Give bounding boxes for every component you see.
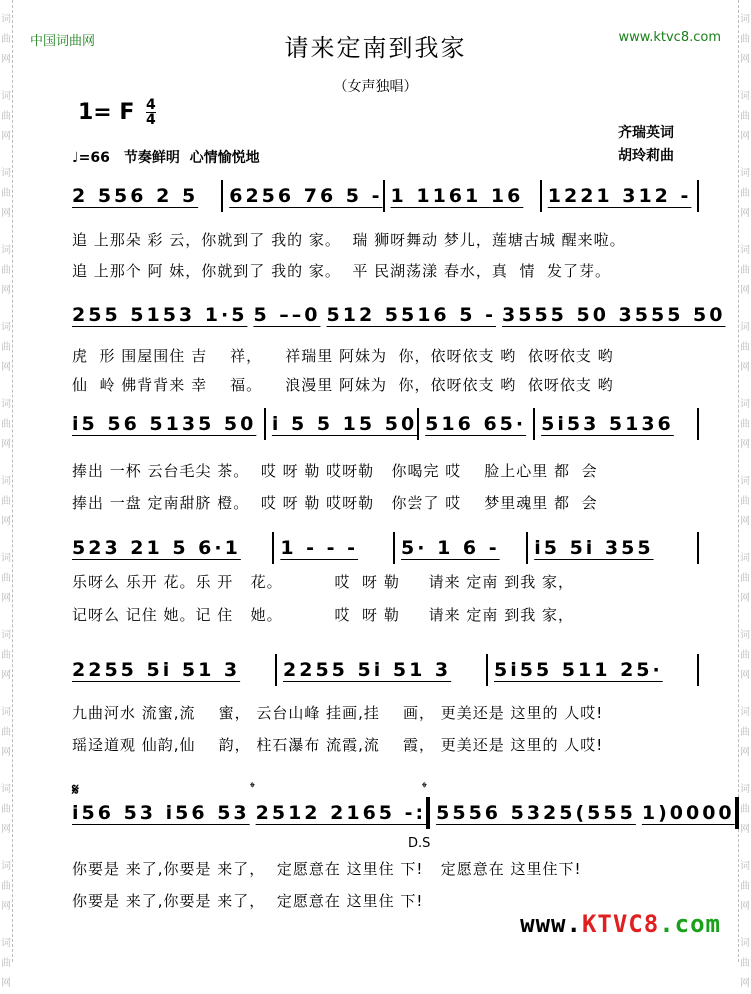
watermark-text: 词 曲 网 <box>740 861 750 912</box>
subtitle: （女声独唱） <box>333 79 418 95</box>
measure: 512 5516 5 - <box>326 304 496 326</box>
watermark-text: 词 曲 网 <box>740 476 750 527</box>
site-url[interactable]: www.ktvc8.com <box>618 30 721 45</box>
watermark-text: 词 曲 网 <box>1 938 11 989</box>
lyric-line-2: 追 上那个 阿 妹，你就到了 我的 家。 平 民湖荡漾 春水，真 情 发了芽。 <box>72 262 611 280</box>
measure: 5i55 511 25· <box>494 659 663 681</box>
watermark-text: 词 曲 网 <box>740 938 750 989</box>
notation-system-2 <box>66 299 726 331</box>
watermark-text: 词 曲 网 <box>1 476 11 527</box>
logo-com: .com <box>659 910 721 938</box>
measure: 2255 5i 51 3 <box>283 659 452 681</box>
measure: 1)0000 <box>641 802 735 824</box>
watermark-text: 词 曲 网 <box>1 784 11 835</box>
barline <box>697 532 699 564</box>
measure: 5 ––0 <box>253 304 321 326</box>
measure: 5556 5325(555 <box>436 802 636 824</box>
measure: 5i53 5136 <box>541 413 674 435</box>
song-title: 请来定南到我家 <box>284 34 467 62</box>
lyric-line-1: 虎 形 围屋围住 吉 祥， 祥瑞里 阿妹为 你，依呀依支 哟 依呀依支 哟 <box>72 347 614 365</box>
time-top: 4 <box>146 97 156 113</box>
logo-ktvc8: KTVC8 <box>581 910 660 938</box>
barline <box>697 654 699 686</box>
watermark-text: 词 曲 网 <box>1 861 11 912</box>
measure: 5· 1 6 - <box>401 537 500 559</box>
time-bottom: 4 <box>146 112 156 128</box>
dal-segno-marking: D.S <box>408 836 431 851</box>
site-name[interactable]: 中国词曲网 <box>30 34 96 49</box>
lyricist: 齐瑞英词 <box>618 125 674 141</box>
watermark-text: 词 曲 网 <box>1 630 11 681</box>
measure: 1221 312 - <box>547 185 692 207</box>
lyric-line-2: 捧出 一盘 定南甜脐 橙。 哎 呀 勒 哎呀勒 你尝了 哎 梦里魂里 都 会 <box>72 494 598 512</box>
measure: i 5 5 15 50 <box>271 413 418 435</box>
measure: 2 556 2 5 <box>72 185 199 207</box>
key-signature: 1= F <box>78 100 135 125</box>
time-signature <box>146 98 156 127</box>
lyric-line-1: 追 上那朵 彩 云，你就到了 我的 家。 瑞 狮呀舞动 梦儿，莲塘古城 醒来啦。 <box>72 231 626 249</box>
watermark-text: 词 曲 网 <box>1 399 11 450</box>
watermark-text: 词 曲 网 <box>740 245 750 296</box>
barline <box>697 408 699 440</box>
watermark-text: 词 曲 网 <box>1 14 11 65</box>
measure: i56 53 i56 53 <box>72 802 250 824</box>
watermark-text: 词 曲 网 <box>1 707 11 758</box>
watermark-text: 词 曲 网 <box>740 630 750 681</box>
segno-sign: 𝄋 <box>72 780 79 799</box>
watermark-text: 词 曲 网 <box>740 14 750 65</box>
measure: 2255 5i 51 3 <box>72 659 241 681</box>
notation-system-1 <box>66 180 699 212</box>
measure: 6256 76 5 - <box>229 185 383 207</box>
measure: 2512 2165 -: <box>255 802 427 824</box>
measure: 1 1161 16 <box>390 185 524 207</box>
watermark-text: 词 曲 网 <box>1 322 11 373</box>
barline <box>697 180 699 212</box>
watermark-text: 词 曲 网 <box>740 553 750 604</box>
measure: 523 21 5 6·1 <box>72 537 241 559</box>
notation-system-3 <box>66 408 699 440</box>
watermark-text: 词 曲 网 <box>1 91 11 142</box>
measure: i5 5i 355 <box>534 537 654 559</box>
watermark-text: 词 曲 网 <box>1 245 11 296</box>
lyric-line-2: 瑶迳道观 仙韵,仙 韵， 柱石瀑布 流霞,流 霞， 更美还是 这里的 人哎! <box>72 736 604 754</box>
logo-www: www. <box>520 910 582 938</box>
watermark-text: 词 曲 网 <box>740 399 750 450</box>
lyric-line-1: 九曲河水 流蜜,流 蜜， 云台山峰 挂画,挂 画， 更美还是 这里的 人哎! <box>72 704 604 722</box>
lyric-line-1: 你要是 来了,你要是 来了， 定愿意在 这里住 下! 定愿意在 这里住下! <box>72 860 582 878</box>
measure: i5 56 5135 50 <box>72 413 257 435</box>
watermark-text: 词 曲 网 <box>740 784 750 835</box>
notation-system-4 <box>66 532 699 564</box>
watermark-text: 词 曲 网 <box>740 322 750 373</box>
measure: 255 5153 1·5 <box>72 304 248 326</box>
lyric-line-2: 仙 岭 佛背背来 幸 福。 浪漫里 阿妹为 你，依呀依支 哟 依呀依支 哟 <box>72 376 614 394</box>
lyric-line-1: 乐呀么 乐开 花。乐 开 花。 哎 呀 勒 请来 定南 到我 家， <box>72 573 574 591</box>
watermark-text: 词 曲 网 <box>1 553 11 604</box>
coda-sign: 𝄌 <box>422 780 427 796</box>
measure: 516 65· <box>425 413 527 435</box>
watermark-text: 词 曲 网 <box>740 91 750 142</box>
lyric-line-2: 记呀么 记住 她。记 住 她。 哎 呀 勒 请来 定南 到我 家， <box>72 606 574 624</box>
notation-system-6 <box>66 797 735 829</box>
lyric-line-2: 你要是 来了,你要是 来了， 定愿意在 这里住 下! <box>72 892 424 910</box>
lyric-line-1: 捧出 一杯 云台毛尖 茶。 哎 呀 勒 哎呀勒 你喝完 哎 脸上心里 都 会 <box>72 462 598 480</box>
watermark-text: 词 曲 网 <box>1 168 11 219</box>
composer: 胡玲莉曲 <box>618 148 674 164</box>
notation-system-5 <box>66 654 699 686</box>
watermark-text: 词 曲 网 <box>740 168 750 219</box>
coda-sign: 𝄌 <box>250 780 255 796</box>
ktvc8-logo[interactable] <box>520 910 721 938</box>
watermark-text: 词 曲 网 <box>740 707 750 758</box>
measure: 3555 50 3555 50 <box>502 304 726 326</box>
tempo-marking: ♩=66 节奏鲜明 心情愉悦地 <box>72 150 260 166</box>
measure: 1 - - - <box>280 537 359 559</box>
